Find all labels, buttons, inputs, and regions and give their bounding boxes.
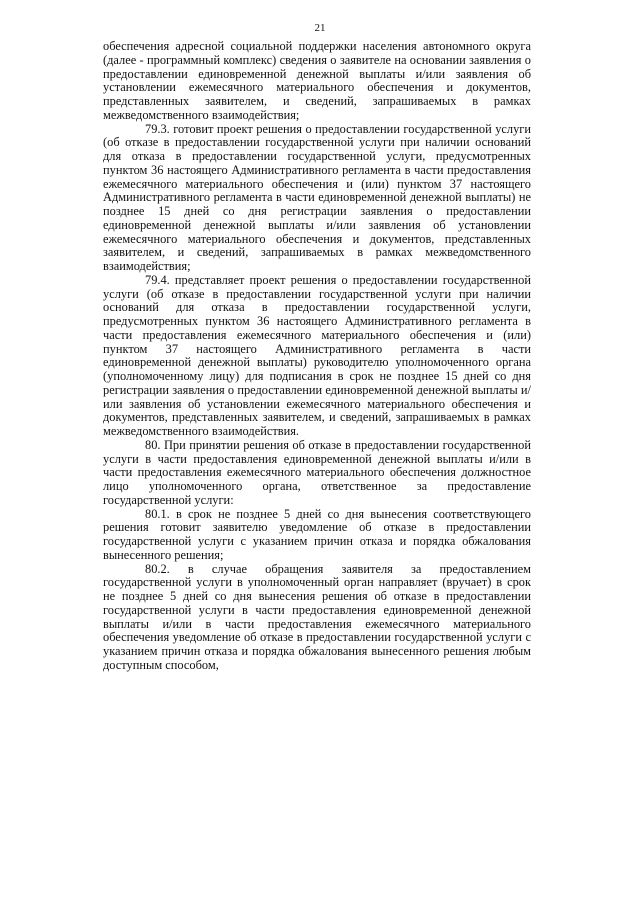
paragraph-80-1: 80.1. в срок не позднее 5 дней со дня вынесения соответствующего решения готовит заявителю уведомление об отказе в предоставлении государственной услуги с указанием причин отказа и порядка обжалования вынесенного решения; [103, 506, 531, 562]
paragraph-continuation: обеспечения адресной социальной поддержки населения автономного округа (далее - программный комплекс) сведения о заявителе на основании заявления о предоставлении единовременной денежной выплаты и/или заявления об установлении ежемесячного материального обеспечения и документов, представленных заявителем, и сведений, запрашиваемых в рамках межведомственного взаимодействия; [103, 39, 531, 122]
document-body [103, 40, 531, 673]
paragraph-80-2: 80.2. в случае обращения заявителя за предоставлением государственной услуги в уполномоченный орган направляет (вручает) в срок не позднее 5 дней со дня вынесения решения об отказе в предоставлении государственной услуги в части предоставления единовременной денежной выплаты и/или в части предоставления ежемесячного материального обеспечения уведомление об отказе в предоставлении государственной услуги с указанием причин отказа и порядка обжалования вынесенного решения любым доступным способом, [103, 561, 531, 672]
paragraph-79-3: 79.3. готовит проект решения о предоставлении государственной услуги (об отказе в предоставлении государственной услуги при наличии оснований для отказа в предоставлении государственной услуги, предусмотренных пунктом 36 настоящего Административного регламента в части предоставления ежемесячного материального обеспечения и (или) пунктом 37 настоящего Административного регламента в части единовременной денежной выплаты) не позднее 15 дней со дня регистрации заявления о предоставлении единовременной денежной выплаты и/или заявления об установлении ежемесячного материального обеспечения и документов, представленных заявителем, и сведений, запрашиваемых в рамках межведомственного взаимодействия; [103, 121, 531, 273]
paragraph-79-4: 79.4. представляет проект решения о предоставлении государственной услуги (об отказе в предоставлении государственной услуги при наличии оснований для отказа в предоставлении государственной услуги, предусмотренных пунктом 36 настоящего Административного регламента в части предоставления ежемесячного материального обеспечения и (или) пунктом 37 настоящего Административного регламента в части единовременной денежной выплаты) руководителю уполномоченного органа (уполномоченному лицу) для подписания в срок не позднее 15 дней со дня регистрации заявления о предоставлении единовременной денежной выплаты и/или заявления об установлении ежемесячного материального обеспечения и документов, представленных заявителем, и сведений, запрашиваемых в рамках межведомственного взаимодействия. [103, 272, 531, 438]
paragraph-80: 80. При принятии решения об отказе в предоставлении государственной услуги в части предоставления единовременной денежной выплаты и/или в части предоставления ежемесячного материального обеспечения должностное лицо уполномоченного органа, ответственное за предоставление государственной услуги: [103, 437, 531, 507]
page-number: 21 [314, 22, 326, 34]
